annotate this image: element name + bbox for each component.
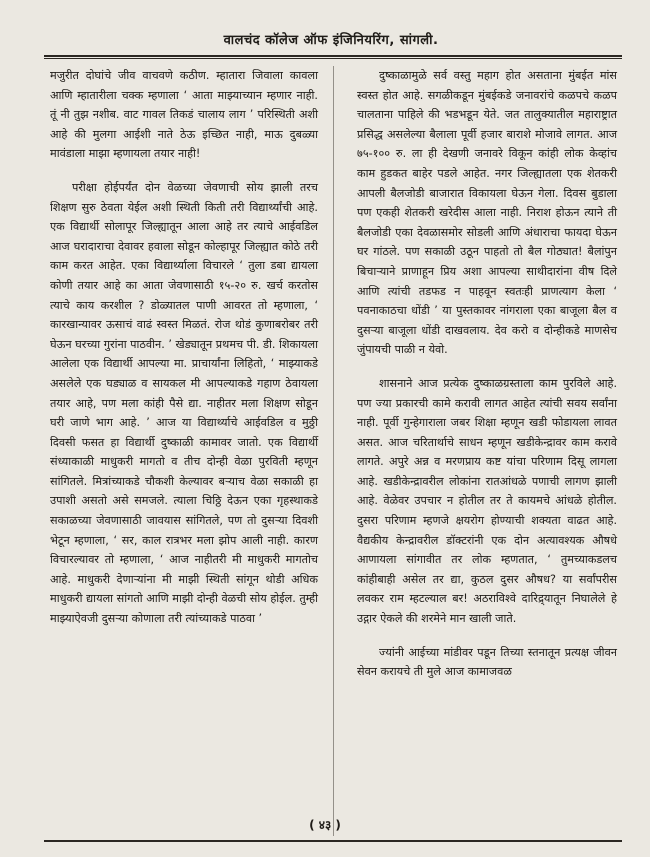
- page-number: ( ४३ ): [309, 818, 341, 832]
- header-rule: [44, 55, 622, 57]
- paragraph: मजुरीत दोघांचे जीव वाचवणे कठीण. म्हातारा जिवाला कावला आणि म्हातारीला चक्क म्हणाला ‘ आता माझ्याच्यान म्हणार नाही. तूं नी तुझ नशीब. वाट गावल तिकडं चालाय लाग ’ परिस्थिती अशी आहे की मुलगा आईशी नाते ठेऊ इच्छित नाही, माऊ दुबळ्या मावंडाला माझा म्हणायला तयार नाही!: [50, 69, 318, 161]
- header-rule-thin: [44, 58, 622, 59]
- page-header: वालचंद कॉलेज ऑफ इंजिनियरिंग, सांगली.: [223, 33, 439, 48]
- right-column: [357, 66, 617, 696]
- paragraph: दुष्काळामुळे सर्व वस्तु महाग होत असताना मुंबईत मांस स्वस्त होत आहे. सगळीकडून मुंबईकडे जनावरांचे कळपचे कळप चालताना पाहिले की भडभडून येते. जत तालुक्यातील महाराष्ट्रात प्रसिद्ध असलेल्या बैलाला पूर्वी हजार बाराशे मोजावे लागत. आज ७५-१०० रु. ला ही देखणी जनावरे विकून कांही लोक केव्हांच काम हुडकत बाहेर पडले आहेत. नगर जिल्ह्यातला एक शेतकरी आपली बैलजोडी बाजारात विकायला घेऊन गेला. दिवस बुडाला पण एकही शेतकरी खरेदीस आला नाही. निराश होऊन त्याने ती बैलजोडी एका देवळासमोर सोडली आणि अंधाराचा फायदा घेऊन घर गांठले. पण सकाळी उठून पाहतो तो बैल गोठ्यात! बैलांपुन बिचाऱ्याने प्राणाहून प्रिय अशा आपल्या साथीदारांना वीष दिले आणि त्यांची तडफड न पाहवून स्वतःही प्राणत्याग केला ‘ पवनाकाठचा धोंडी ’ या पुस्तकावर नांगराला एका बाजूला बैल व दुसऱ्या बाजूला धोंडी दाखवलाय. देव करो व दोन्हीकडे माणसेच जुंपायची पाळी न येवो.: [357, 69, 617, 357]
- paragraph: परीक्षा होईपर्यंत दोन वेळच्या जेवणाची सोय झाली तरच शिक्षण सुरु ठेवता येईल अशी स्थिती किती तरी विद्यार्थ्यांची आहे. एक विद्यार्थी सोलापूर जिल्ह्यातून आला आहे तर त्याचे आईवडिल आज घरादाराचा देवावर हवाला सोडून कोल्हापूर जिल्ह्यात कोठे तरी काम करत आहेत. एका विद्यार्थ्याला विचारले ‘ तुला डबा द्यायला कोणी तयार आहे का आता जेवणासाठी १५-२० रु. खर्च करतोस त्याचे काय करशील ? डोळ्यातल पाणी आवरत तो म्हणाला, ‘ कारखान्यावर ऊसाचं वाढं स्वस्त मिळतं. रोज थोडं कुणाबरोबर तरी घेऊन घरच्या गुरांना पाठवीन. ’ खेड्यातून प्रथमच पी. डी. शिकायला आलेला एक विद्यार्थी आपल्या मा. प्राचार्यांना लिहितो, ‘ माझ्याकडे असलेले एक घड्याळ व सायकल मी आपल्याकडे गहाण ठेवायला तयार आहे, पण मला कांही पैसे द्या. नाहीतर मला शिक्षण सोडून घरी जाणे भाग आहे. ’ आज या विद्यार्थ्याचे आईवडिल व मुठ्ठी दिवसी फसत हा विद्यार्थी दुष्काळी कामावर जातो. एक विद्यार्थी संध्याकाळी माधुकरी मागतो व तीच दोन्ही वेळा पुरविती म्हणून सांगितले. मित्रांच्याकडे चौकशी केल्यावर बऱ्याच वेळा सकाळी हा उपाशी असतो असे समजले. त्याला चिठ्ठि देऊन एका गृहस्थाकडे सकाळच्या जेवणासाठी जावयास सांगितले, पण तो दुसऱ्या दिवशी भेटून म्हणाला, ‘ सर, काल रात्रभर मला झोप आली नाही. कारण विचारल्यावर तो म्हणाला, ‘ आज नाहीतरी मी माधुकरी मागतोच आहे. माधुकरी देणाऱ्यांना मी माझी स्थिती सांगून थोडी अधिक माधुकरी द्यायला सांगतो आणि माझी दोन्ही वेळची सोय होईल. तुम्ही माझ्याऐवजी दुसऱ्या कोणाला तरी त्यांच्याकडे पाठवा ’: [50, 180, 319, 626]
- footer-rule: [44, 840, 622, 842]
- column-divider: [333, 66, 334, 836]
- left-column: [50, 66, 318, 643]
- paragraph: शासनाने आज प्रत्येक दुष्काळग्रस्ताला काम पुरविले आहे. पण ज्या प्रकारची कामे करावी लागत आहेत त्यांची सवय सर्वांना नाही. पूर्वी गुन्हेगाराला जबर शिक्षा म्हणून खडी फोडायला लावत असत. आज चरितार्थाचे साधन म्हणून खडीकेन्द्रावर काम करावे लागते. अपुरे अन्न व मरणप्राय कष्ट यांचा परिणाम दिसू लागला आहे. खडीकेन्द्रावरील लोकांना रातआंधळे पणाची लागण झाली आहे. वेळेवर उपचार न होतील तर ते कायमचे आंधळे होतील. दुसरा परिणाम म्हणजे क्षयरोग होण्याची शक्यता वाढत आहे. वैद्यकीय केन्द्रावरील डॉक्टरांनी एक दोन अत्यावश्यक औषधे आणायला सांगावीत तर लोक म्हणतात, ‘ तुमच्याकडलच कांहीबाही असेल तर द्या, कुठल दुसर औषध? या सर्वांपरीस लवकर राम म्हटल्याल बर! अठराविश्वे दारिद्र्यातून निघालेले हे उद्गार ऐकले की शरमेने मान खाली जाते.: [357, 376, 617, 626]
- paragraph: ज्यांनी आईच्या मांडीवर पडून तिच्या स्तनातून प्रत्यक्ष जीवन सेवन करायचे ती मुले आज कामाजवळ: [357, 645, 617, 679]
